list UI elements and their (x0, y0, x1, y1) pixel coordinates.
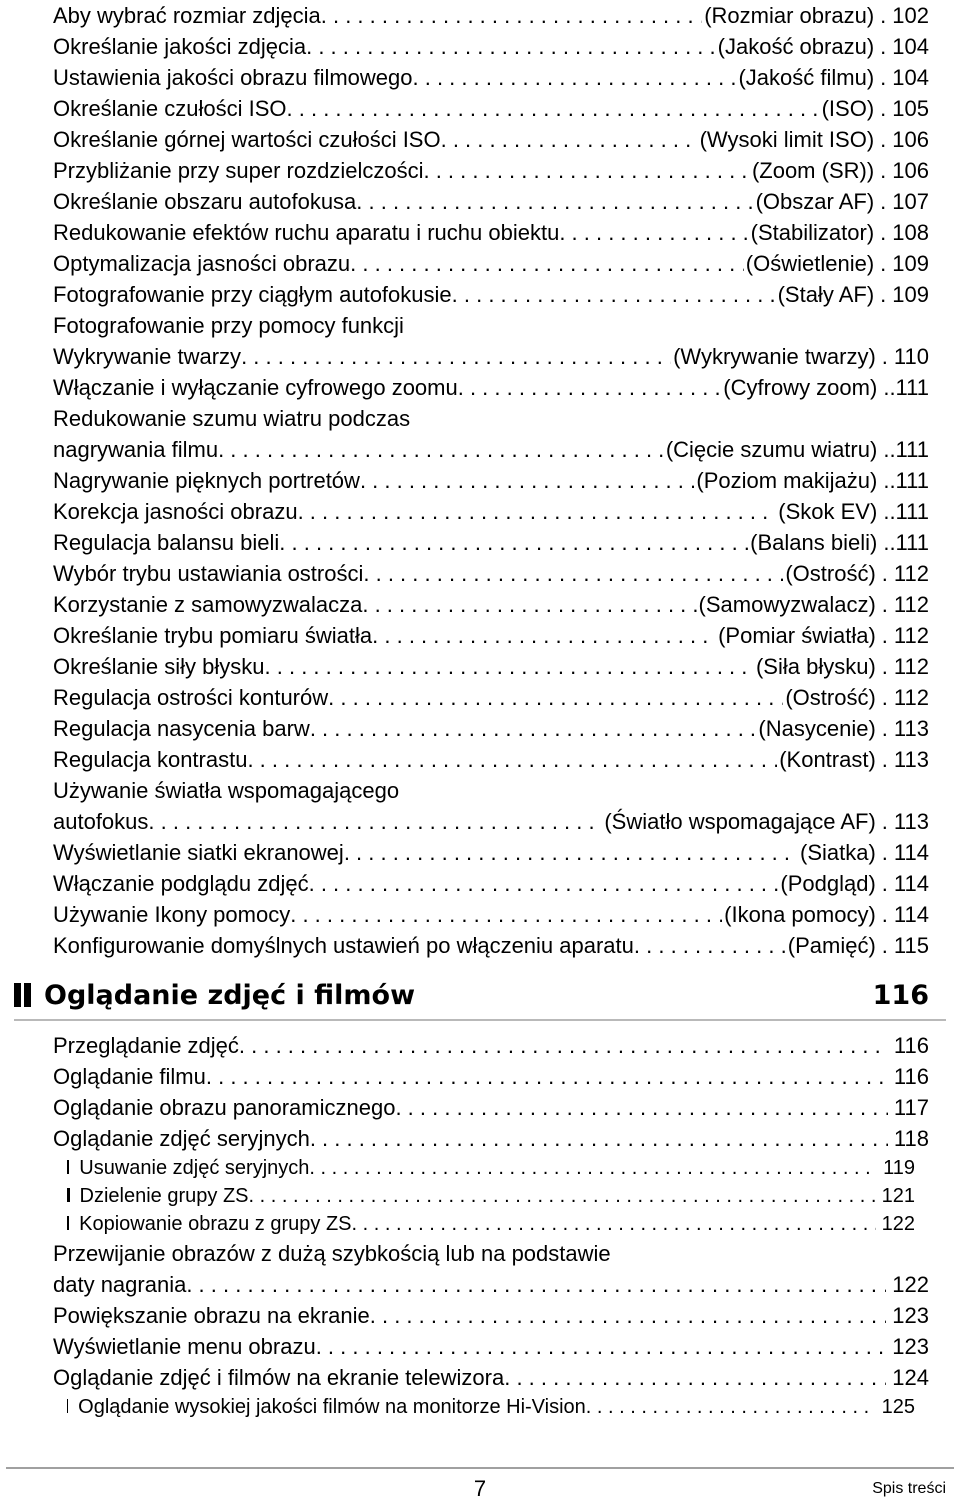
toc-entry-title: Włączanie podglądu zdjęć (53, 871, 309, 896)
dot-leader (363, 558, 783, 589)
toc-entry[interactable] (53, 496, 929, 527)
footer-page-number: 7 (473, 1476, 487, 1501)
toc-entry-row[interactable] (53, 496, 929, 527)
toc-entry-row[interactable] (53, 899, 929, 930)
toc-entry-row[interactable] (53, 744, 929, 775)
toc-entry-page: 112 (893, 654, 929, 679)
toc-entry[interactable] (53, 1210, 915, 1238)
toc-entry[interactable] (53, 124, 929, 155)
toc-entry-title: Używanie Ikony pomocy (53, 902, 291, 927)
toc-entry-separator: . (880, 251, 887, 276)
toc-entry[interactable] (53, 403, 929, 465)
dot-leader (356, 186, 753, 217)
toc-entry-option: (ISO) (821, 96, 875, 121)
toc-entry-title: Redukowanie efektów ruchu aparatu i ruchu obiektu (53, 220, 560, 245)
dot-leader (344, 837, 798, 868)
toc-entry-row[interactable] (53, 1300, 929, 1331)
dot-leader (504, 1362, 886, 1393)
toc-entry-separator: . (883, 375, 890, 400)
toc-entry[interactable] (53, 620, 929, 651)
dot-leader (290, 899, 722, 930)
toc-entry[interactable] (53, 682, 929, 713)
toc-entry-separator: . (883, 530, 890, 555)
toc-entry[interactable] (53, 1182, 915, 1210)
toc-entry-row[interactable] (53, 248, 929, 279)
dot-leader (265, 651, 754, 682)
section-heading (14, 973, 929, 1017)
toc-entry-option: (Kontrast) (779, 747, 876, 772)
toc-entry-separator: . (881, 561, 888, 586)
dot-leader (559, 217, 748, 248)
toc-entry[interactable] (53, 744, 929, 775)
toc-entry-page: 116 (893, 1064, 929, 1089)
toc-entry[interactable] (53, 93, 929, 124)
toc-entry-title: Przybliżanie przy super rozdzielczości (53, 158, 424, 183)
toc-entry-title: Określanie siły błysku (53, 654, 265, 679)
toc-entry-option: (Wykrywanie twarzy) (673, 344, 876, 369)
toc-entry-title: Wyświetlanie siatki ekranowej (53, 840, 344, 865)
toc-entry-page: 122 (881, 1213, 915, 1235)
toc-entry-option: (Ikona pomocy) (724, 902, 876, 927)
dot-leader (309, 1154, 877, 1182)
toc-entry-separator: . (881, 654, 888, 679)
toc-entry-option: (Stabilizator) (750, 220, 875, 245)
toc-entry-option: (Cięcie szumu wiatru) (665, 437, 878, 462)
toc-entry-row[interactable] (53, 434, 929, 465)
toc-entry-title: Nagrywanie pięknych portretów (53, 468, 360, 493)
footer-label: Spis treści (872, 1480, 946, 1497)
toc-entry-option: (Skok EV) (778, 499, 878, 524)
dot-leader (218, 434, 664, 465)
toc-entry[interactable] (53, 1362, 929, 1393)
toc-entry-title: Przeglądanie zdjęć (53, 1033, 239, 1058)
toc-entry[interactable] (53, 651, 929, 682)
toc-entry-page: 108 (892, 220, 929, 245)
toc-entry-row[interactable] (53, 217, 929, 248)
toc-entry-title: Określanie obszaru autofokusa (53, 189, 357, 214)
dot-leader (239, 1030, 888, 1061)
toc-entry-option: (Pamięć) (787, 933, 876, 958)
toc-entry-row[interactable] (53, 930, 929, 961)
toc-entry-row[interactable] (53, 1362, 929, 1393)
dot-leader (458, 372, 722, 403)
toc-entry-row[interactable] (53, 1269, 929, 1300)
toc-entry-title: Regulacja balansu bieli (53, 530, 280, 555)
toc-entry[interactable] (53, 217, 929, 248)
toc-entry-page: 112 (893, 592, 929, 617)
toc-entry[interactable] (53, 775, 929, 837)
dot-leader (328, 682, 783, 713)
toc-entry-page: 115 (893, 933, 929, 958)
toc-entry-title: Oglądanie zdjęć i filmów na ekranie telewizora (53, 1365, 505, 1390)
toc-entry-page: 124 (892, 1365, 929, 1390)
toc-entry-separator: . (880, 127, 887, 152)
section-page-number: 116 (872, 979, 929, 1011)
toc-entry[interactable] (53, 930, 929, 961)
toc-entry-title: Aby wybrać rozmiar zdjęcia (53, 3, 321, 28)
dot-leader (306, 31, 716, 62)
dot-leader (206, 1061, 888, 1092)
dot-leader (310, 713, 757, 744)
dot-leader (287, 93, 820, 124)
toc-entry[interactable] (53, 558, 929, 589)
toc-entry-separator: . (880, 34, 887, 59)
toc-entry-page: 112 (893, 623, 929, 648)
toc-entry-title-line: Fotografowanie przy pomocy funkcji (53, 313, 404, 338)
toc-entry-page: 117 (893, 1095, 929, 1120)
toc-entry-option: (Stały AF) (777, 282, 875, 307)
toc-entry[interactable] (53, 1123, 929, 1154)
toc-entry-title: Wykrywanie twarzy (53, 344, 242, 369)
toc-entry-separator: . (881, 840, 888, 865)
toc-entry-row[interactable] (53, 1123, 929, 1154)
toc-entry-separator: . (880, 65, 887, 90)
dot-leader (634, 930, 786, 961)
dot-leader (298, 496, 777, 527)
toc-entry[interactable] (53, 279, 929, 310)
toc-entry-row[interactable] (53, 155, 929, 186)
dot-leader (279, 527, 748, 558)
dot-leader (310, 1123, 888, 1154)
toc-entry-title: Określanie trybu pomiaru światła (53, 623, 373, 648)
toc-entry-separator: . (880, 282, 887, 307)
toc-entry-page: 121 (881, 1185, 915, 1207)
toc-entry[interactable] (53, 1061, 929, 1092)
toc-entry[interactable] (53, 465, 929, 496)
toc-entry-option: (Wysoki limit ISO) (699, 127, 875, 152)
toc-entry-row[interactable] (53, 1331, 929, 1362)
toc-entry-page: .111 (889, 375, 929, 400)
toc-entry-row[interactable] (53, 682, 929, 713)
section-divider (14, 1019, 946, 1021)
toc-entry-page: 125 (881, 1396, 915, 1418)
toc-entry-row[interactable] (53, 186, 929, 217)
square-bullet-icon (67, 1216, 69, 1230)
toc-entry-row[interactable] (53, 868, 929, 899)
dot-leader (247, 744, 777, 775)
toc-entry-page: 122 (892, 1272, 929, 1297)
section-marker-icon (14, 983, 34, 1007)
toc-entry-row[interactable] (53, 124, 929, 155)
toc-entry-page: 110 (893, 344, 929, 369)
toc-entry-row[interactable] (53, 341, 929, 372)
toc-entry-option: (Jakość obrazu) (717, 34, 875, 59)
dot-leader (372, 620, 716, 651)
toc-entry-option: (Jakość filmu) (738, 65, 875, 90)
toc-entry-title: autofokus (53, 809, 149, 834)
toc-entry-page: 118 (893, 1126, 929, 1151)
toc-entry-page: 114 (893, 902, 929, 927)
toc-entry[interactable] (53, 527, 929, 558)
toc-entry-title: Określanie jakości zdjęcia (53, 34, 307, 59)
toc-entry-page: 104 (892, 34, 929, 59)
dot-leader (148, 806, 602, 837)
toc-entry-title: Oglądanie wysokiej jakości filmów na monitorze Hi-Vision (78, 1396, 586, 1418)
toc-entry-separator: . (883, 437, 890, 462)
toc-entry-page: .111 (889, 530, 929, 555)
toc-entry-option: (Pomiar światła) (718, 623, 876, 648)
toc-entry-title: Określanie czułości ISO (53, 96, 287, 121)
toc-entry-row[interactable] (53, 651, 929, 682)
toc-entry-page: 123 (892, 1334, 929, 1359)
toc-entry-page: 112 (893, 685, 929, 710)
toc-entry-row[interactable] (53, 558, 929, 589)
toc-entry-separator: . (881, 871, 888, 896)
toc-entry[interactable] (53, 372, 929, 403)
toc-entry[interactable] (53, 1092, 929, 1123)
toc-entry-row[interactable] (53, 0, 929, 31)
toc-entry-option: (Samowyzwalacz) (698, 592, 876, 617)
toc-entry[interactable] (53, 1393, 915, 1421)
toc-entry-option: (Oświetlenie) (745, 251, 875, 276)
dot-leader (441, 124, 698, 155)
toc-entry-page: .111 (889, 437, 929, 462)
toc-entry-option: (Siatka) (800, 840, 876, 865)
toc-entry-row[interactable] (53, 62, 929, 93)
toc-entry-separator: . (883, 468, 890, 493)
toc-entry-separator: . (881, 747, 888, 772)
toc-entry[interactable] (53, 248, 929, 279)
dot-leader (309, 868, 779, 899)
toc-entry[interactable] (53, 868, 929, 899)
toc-entry-page: 123 (892, 1303, 929, 1328)
toc-entry[interactable] (53, 589, 929, 620)
toc-entry-title: Włączanie i wyłączanie cyfrowego zoomu (53, 375, 458, 400)
toc-entry[interactable] (53, 837, 929, 868)
toc-entry-row[interactable] (53, 1030, 929, 1061)
toc-entry-separator: . (881, 902, 888, 927)
toc-entry-option: (Światło wspomagające AF) (604, 809, 876, 834)
toc-entry-separator: . (880, 96, 887, 121)
toc-entry-page: 113 (893, 747, 929, 772)
toc-entry-option: (Obszar AF) (755, 189, 875, 214)
toc-entry[interactable] (53, 1300, 929, 1331)
dot-leader (360, 465, 694, 496)
toc-entry-row[interactable] (53, 837, 929, 868)
toc-entry-separator: . (881, 685, 888, 710)
toc-entry-row[interactable] (53, 1092, 929, 1123)
toc-entry-separator: . (881, 344, 888, 369)
dot-leader (586, 1393, 876, 1421)
toc-entry-separator: . (880, 189, 887, 214)
toc-entry-row[interactable] (53, 31, 929, 62)
toc-entry-option: (Rozmiar obrazu) (704, 3, 875, 28)
toc-entry-page: 107 (892, 189, 929, 214)
toc-entry-page: .111 (889, 468, 929, 493)
toc-entry-option: (Ostrość) (785, 685, 876, 710)
toc-entry-option: (Cyfrowy zoom) (723, 375, 878, 400)
dot-leader (249, 1182, 876, 1210)
dot-leader (321, 0, 702, 31)
toc-entry[interactable] (53, 1331, 929, 1362)
toc-entry-page: 106 (892, 127, 929, 152)
toc-entry-title: Korzystanie z samowyzwalacza (53, 592, 363, 617)
toc-entry-title-line: Używanie światła wspomagającego (53, 778, 400, 803)
toc-entry-option: (Poziom makijażu) (696, 468, 878, 493)
dot-leader (370, 1300, 887, 1331)
toc-entry[interactable] (53, 0, 929, 31)
toc-entry-title: Korekcja jasności obrazu (53, 499, 298, 524)
toc-entry-title: Regulacja kontrastu (53, 747, 248, 772)
toc-entry-title: Wyświetlanie menu obrazu (53, 1334, 316, 1359)
toc-entry-title: Regulacja nasycenia barw (53, 716, 310, 741)
toc-entry-row[interactable] (53, 806, 929, 837)
toc-entry-title: Wybór trybu ustawiania ostrości (53, 561, 364, 586)
dot-leader (350, 248, 744, 279)
toc-entry-title: Konfigurowanie domyślnych ustawień po włączeniu aparatu (53, 933, 634, 958)
toc-entry-page: 114 (893, 871, 929, 896)
toc-entry-row[interactable] (53, 1061, 929, 1092)
toc-entry[interactable] (53, 1030, 929, 1061)
square-bullet-icon (67, 1188, 70, 1202)
toc-entry-separator: . (881, 592, 888, 617)
toc-entry-title: Dzielenie grupy ZS (79, 1185, 249, 1207)
toc-entry-title-line: Redukowanie szumu wiatru podczas (53, 406, 411, 431)
toc-entry-title: Oglądanie filmu (53, 1064, 206, 1089)
dot-leader (413, 62, 737, 93)
toc-entry[interactable] (53, 1154, 915, 1182)
toc-entry-row[interactable] (53, 93, 929, 124)
toc-entry-title: daty nagrania (53, 1272, 187, 1297)
dot-leader (395, 1092, 887, 1123)
toc-entry[interactable] (53, 62, 929, 93)
toc-entry-page: 113 (893, 809, 929, 834)
toc-entry[interactable] (53, 310, 929, 372)
toc-entry[interactable] (53, 899, 929, 930)
toc-entry-page: 109 (892, 251, 929, 276)
toc-entry-title: Fotografowanie przy ciągłym autofokusie (53, 282, 452, 307)
toc-entry-row[interactable] (53, 279, 929, 310)
toc-entry[interactable] (53, 1238, 929, 1300)
toc-entry-option: (Nasycenie) (758, 716, 876, 741)
toc-entry-page: 112 (893, 561, 929, 586)
toc-entry-row[interactable] (53, 713, 929, 744)
toc-entry-row[interactable] (53, 589, 929, 620)
toc-entry-page: 104 (892, 65, 929, 90)
toc-entry-row[interactable] (53, 1182, 915, 1210)
toc-entry-page: 105 (892, 96, 929, 121)
toc-entry-title: Oglądanie zdjęć seryjnych (53, 1126, 310, 1151)
toc-entry-title: Oglądanie obrazu panoramicznego (53, 1095, 396, 1120)
toc-entry-title: Optymalizacja jasności obrazu (53, 251, 351, 276)
toc-entry[interactable] (53, 186, 929, 217)
toc-entry-row[interactable] (53, 1393, 915, 1421)
toc-entry-separator: . (881, 809, 888, 834)
dot-leader (362, 589, 696, 620)
toc-entry-separator: . (880, 3, 887, 28)
section-title: Oglądanie zdjęć i filmów (44, 979, 416, 1011)
toc-entry-separator: . (881, 623, 888, 648)
toc-entry-page: 116 (893, 1033, 929, 1058)
dot-leader (316, 1331, 887, 1362)
toc-entry-title: nagrywania filmu (53, 437, 219, 462)
toc-entry-row[interactable] (53, 527, 929, 558)
footer-divider (6, 1467, 954, 1469)
toc-entry-row[interactable] (53, 372, 929, 403)
toc-entry-title: Powiększanie obrazu na ekranie (53, 1303, 370, 1328)
toc-entry-row[interactable] (53, 620, 929, 651)
toc-entry-title: Ustawienia jakości obrazu filmowego (53, 65, 413, 90)
toc-entry-option: (Zoom (SR)) (751, 158, 875, 183)
toc-entry-row[interactable] (53, 1154, 915, 1182)
toc-entry[interactable] (53, 31, 929, 62)
toc-entry-page: .111 (889, 499, 929, 524)
toc-entry-page: 114 (893, 840, 929, 865)
toc-entry-page: 102 (892, 3, 929, 28)
dot-leader (352, 1210, 876, 1238)
toc-entry-option: (Podgląd) (780, 871, 876, 896)
toc-entry-title: Kopiowanie obrazu z grupy ZS (79, 1213, 352, 1235)
dot-leader (241, 341, 671, 372)
square-bullet-icon (67, 1399, 68, 1413)
toc-entry-page: 106 (892, 158, 929, 183)
toc-entry-separator: . (880, 220, 887, 245)
toc-entry[interactable] (53, 713, 929, 744)
toc-entry-row[interactable] (53, 1210, 915, 1238)
toc-entry-option: (Balans bieli) (750, 530, 878, 555)
toc-entry-option: (Ostrość) (785, 561, 876, 586)
dot-leader (186, 1269, 886, 1300)
toc-entry-page: 119 (883, 1157, 915, 1179)
toc-entry-title: Regulacja ostrości konturów (53, 685, 329, 710)
toc-entry-page: 113 (893, 716, 929, 741)
toc-entry-separator: . (883, 499, 890, 524)
toc-entry-title-line: Przewijanie obrazów z dużą szybkością lub na podstawie (53, 1241, 611, 1266)
dot-leader (452, 279, 776, 310)
toc-entry-separator: . (881, 933, 888, 958)
square-bullet-icon (67, 1160, 69, 1174)
toc-entry-title: Określanie górnej wartości czułości ISO (53, 127, 441, 152)
toc-entry-option: (Siła błysku) (755, 654, 876, 679)
toc-entry-page: 109 (892, 282, 929, 307)
toc-entry-separator: . (880, 158, 887, 183)
toc-entry-title: Usuwanie zdjęć seryjnych (79, 1157, 310, 1179)
toc-entry-row[interactable] (53, 465, 929, 496)
toc-entry-separator: . (881, 716, 888, 741)
toc-entry[interactable] (53, 155, 929, 186)
dot-leader (423, 155, 749, 186)
